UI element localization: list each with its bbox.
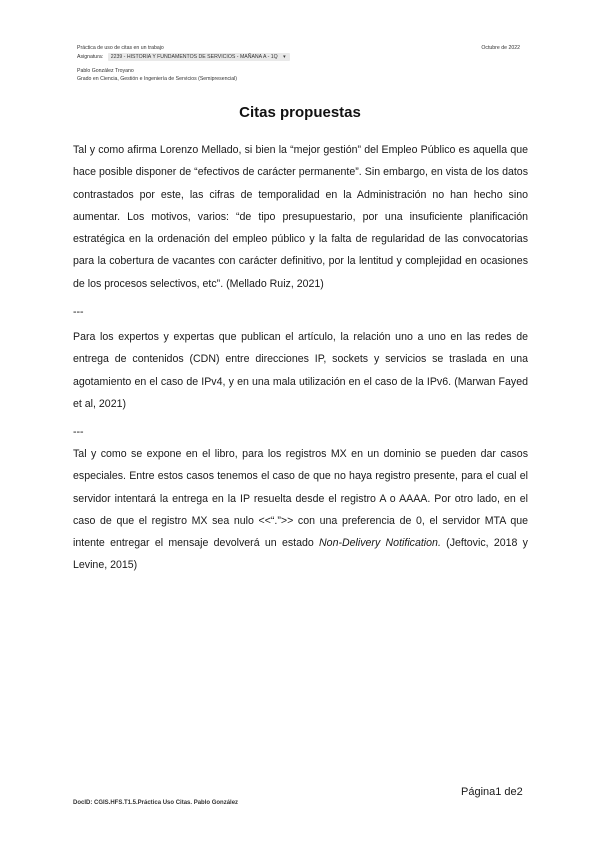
- subject-value: 2239 - HISTORIA Y FUNDAMENTOS DE SERVICIOS - MAÑANA A - 1Q: [110, 54, 278, 60]
- subject-row: [77, 53, 290, 61]
- subject-dropdown[interactable]: [108, 53, 290, 61]
- chevron-down-icon: ▾: [283, 54, 286, 60]
- document-id: DocID: CGIS.HFS.T1.5.Práctica Uso Citas. Pablo González: [73, 800, 239, 806]
- paragraph-3-reference: (Jeftovic, 2018 y Levine, 2015): [73, 537, 528, 572]
- degree-name: Grado en Ciencia, Gestión e Ingeniería de Servicios (Semipresencial): [77, 76, 238, 82]
- citation-paragraph-2: Para los expertos y expertas que publican el artículo, la relación uno a uno en las redes de entrega de contenidos (CDN) entre direcciones IP, sockets y servicios se traslada en una agotamiento en el caso de IPv4, y en una mala utilización en el caso de la IPv6. (Marwan Fayed et al, 2021): [73, 331, 528, 410]
- separator-2: ---: [73, 426, 84, 438]
- subject-label: Asignatura:: [77, 54, 104, 60]
- paragraph-3-text: Tal y como se expone en el libro, para los registros MX en un dominio se pueden dar casos especiales. Entre estos casos tenemos el caso de que no haya registro presente, para el cual el servidor intentará la entrega en la IP resuelta desde el registro A o AAAA. Por otro lado, en el caso de que el registro MX sea nulo <<“.”>> con una preferencia de 0, el servidor MTA que intente entregar el mensaje devolverá un estado: [73, 448, 528, 550]
- page-title: Citas propuestas: [239, 104, 361, 121]
- document-title: Práctica de uso de citas en un trabajo: [77, 45, 164, 51]
- page-number: Página1 de2: [461, 786, 523, 798]
- citation-paragraph-1: Tal y como afirma Lorenzo Mellado, si bien la “mejor gestión” del Empleo Público es aquella que hace posible disponer de “efectivos de carácter permanente”. Sin embargo, en vista de los datos contrastados por este, las cifras de temporalidad en la Administración no han hecho sino aumentar. Los motivos, varios: “de tipo presupuestario, por una insuficiente planificación estratégica en la ordenación del empleo público y la falta de regularidad de las convocatorias para la cobertura de vacantes con carácter definitivo, por la lentitud y complejidad en ocasiones de los procesos selectivos, etc”. (Mellado Ruiz, 2021): [73, 144, 528, 290]
- citation-paragraph-3: [73, 443, 528, 577]
- paragraph-3-italic: Non-Delivery Notification.: [319, 537, 441, 550]
- document-date: Octubre de 2022: [481, 45, 520, 51]
- separator-1: ---: [73, 306, 84, 318]
- author-name: Pablo González Troyano: [77, 68, 134, 74]
